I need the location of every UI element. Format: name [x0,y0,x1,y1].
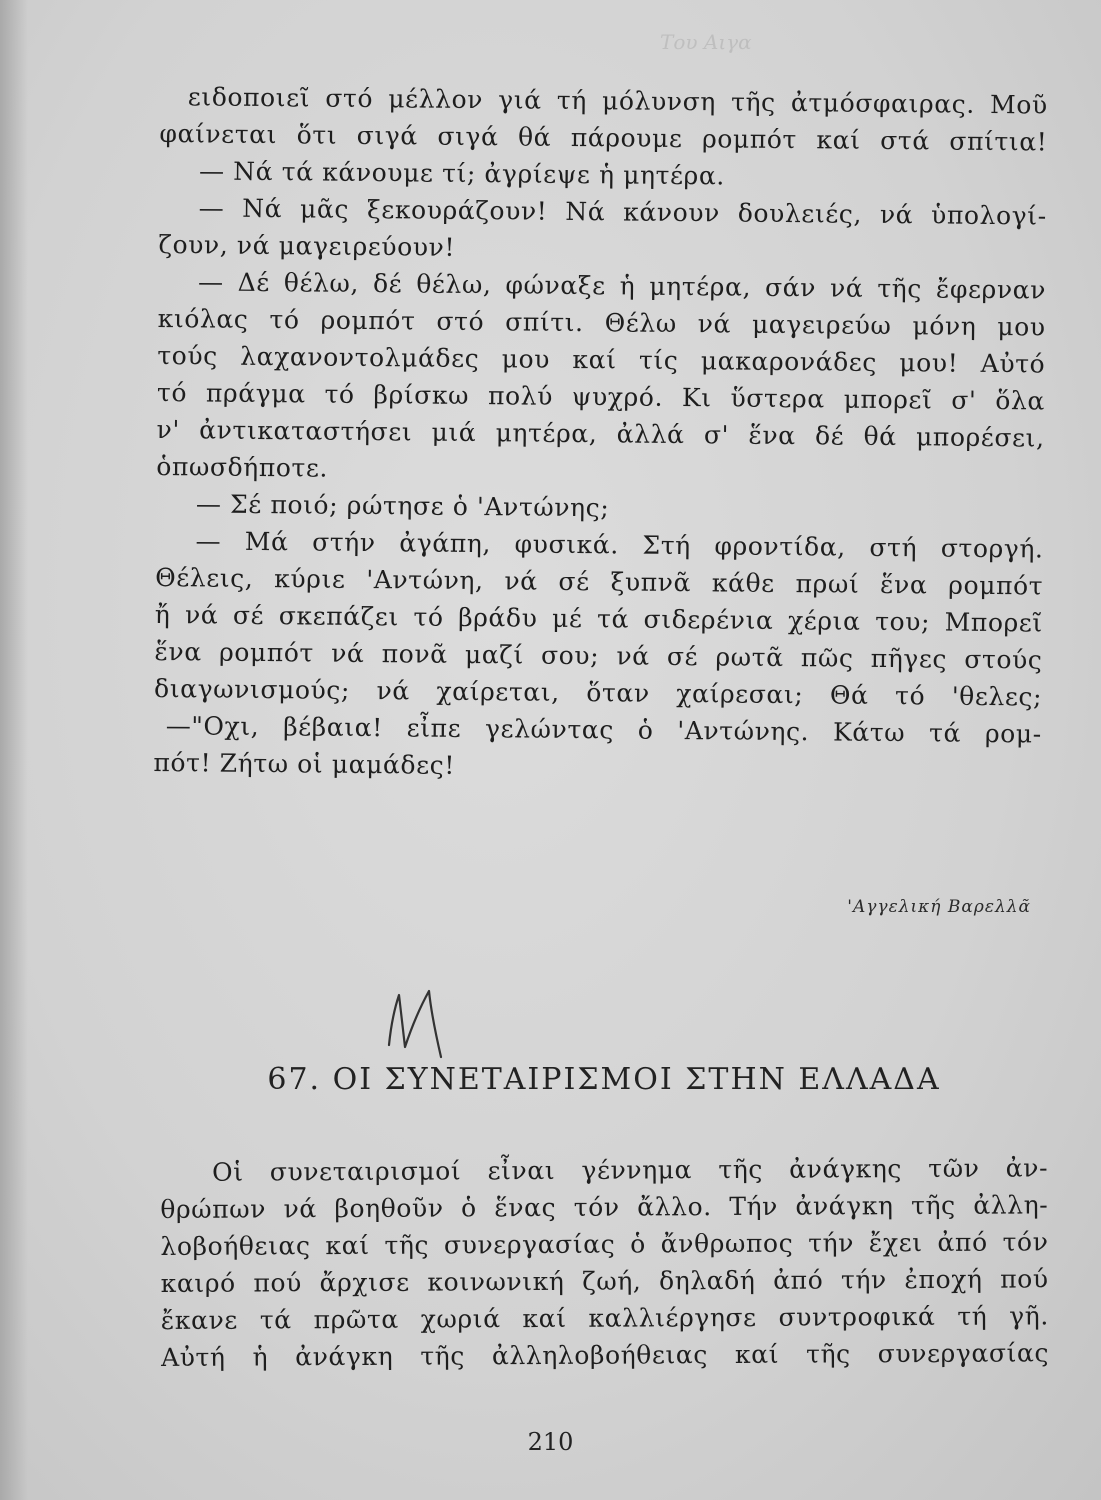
bleed-through-text: Του Αιγα [660,30,752,54]
story-line: ἕνα ρομπότ νά πονᾶ μαζί σου; νά σέ ρωτᾶ πῶς πῆγες στούς [154,636,1043,675]
story-line: — Μά στήν ἀγάπη, φυσικά. Στή φροντίδα, στή στοργή. [195,526,1044,564]
story-line: — Δέ θέλω, δέ θέλω, φώναξε ἡ μητέρα, σάν νά τῆς ἔφερναν [197,267,1047,305]
chapter-line: θρώπων νά βοηθοῦν ὁ ἕνας τόν ἄλλο. Τήν ἀνάγκη τῆς ἀλλη- [160,1190,1049,1224]
story-line: — Σέ ποιό; ρώτησε ὁ 'Αντώνης; [195,489,610,523]
story-line: ν' ἀντικαταστήσει μιά μητέρα, ἀλλά σ' ἕνα δέ θά μπορέσει, [156,414,1045,453]
author-signature: 'Αγγελική Βαρελλᾶ [847,897,1031,917]
chapter-line: λοβοήθειας καί τῆς συνεργασίας ὁ ἄνθρωπος τήν ἔχει ἀπό τόν [160,1227,1049,1261]
chapter-line: ἔκανε τά πρῶτα χωριά καί καλλιέργησε συντροφικά τή γῆ. [160,1301,1049,1335]
chapter-line: καιρό πού ἄρχισε κοινωνική ζωή, δηλαδή ἀπό τήν ἐποχή πού [160,1264,1049,1298]
story-line: — Νά μᾶς ξεκουράζουν! Νά κάνουν δουλειές, νά ὑπολογί- [198,193,1047,231]
page-number: 210 [527,1428,574,1456]
story-line: —"Οχι, βέβαια! εἶπε γελώντας ὁ 'Αντώνης. Κάτω τά ρομ- [165,711,1042,749]
chapter-title: 67. ΟΙ ΣΥΝΕΤΑΙΡΙΣΜΟΙ ΣΤΗΝ ΕΛΛΑΔΑ [267,1062,941,1097]
binding-shadow [0,0,28,1500]
story-text [153,78,1048,789]
story-line: φαίνεται ὅτι σιγά σιγά θά πάρουμε ρομπότ καί στά σπίτια! [159,118,1048,157]
chapter-line: Αὐτή ἡ ἀνάγκη τῆς ἀλληλοβοήθειας καί τῆς συνεργασίας [160,1338,1050,1372]
story-line: — Νά τά κάνουμε τί; ἀγρίεψε ἡ μητέρα. [198,156,726,191]
story-line: διαγωνισμούς; νά χαίρεται, ὅταν χαίρεσαι; Θά τό 'θελες; [154,673,1043,712]
chapter-text [160,1149,1049,1376]
story-line: τούς λαχανοντολμάδες μου καί τίς μακαρονάδες μου! Αὐτό [157,340,1046,379]
story-line: κιόλας τό ρομπότ στό σπίτι. Θέλω νά μαγειρεύω μόνη μου [157,303,1046,342]
story-line: πότ! Ζήτω οἱ μαμάδες! [153,747,456,780]
handwritten-pen-mark [385,985,465,1065]
story-line: ειδοποιεῖ στό μέλλον γιά τή μόλυνση τῆς ἀτμόσφαιρας. Μοῦ [187,82,1048,120]
story-line: ἤ νά σέ σκεπάζει τό βράδυ μέ τά σιδερένια χέρια του; Μπορεῖ [154,599,1043,638]
story-line: τό πράγμα τό βρίσκω πολύ ψυχρό. Κι ὕστερα μπορεῖ σ' ὅλα [156,377,1046,416]
chapter-line: Οἱ συνεταιρισμοί εἶναι γέννημα τῆς ἀνάγκης τῶν ἀν- [212,1153,1049,1187]
story-line: ζουν, νά μαγειρεύουν! [158,229,456,262]
story-line: Θέλεις, κύριε 'Αντώνη, νά σέ ξυπνᾶ κάθε πρωί ἕνα ρομπότ [155,562,1044,601]
story-line: ὁπωσδήποτε. [156,451,329,483]
